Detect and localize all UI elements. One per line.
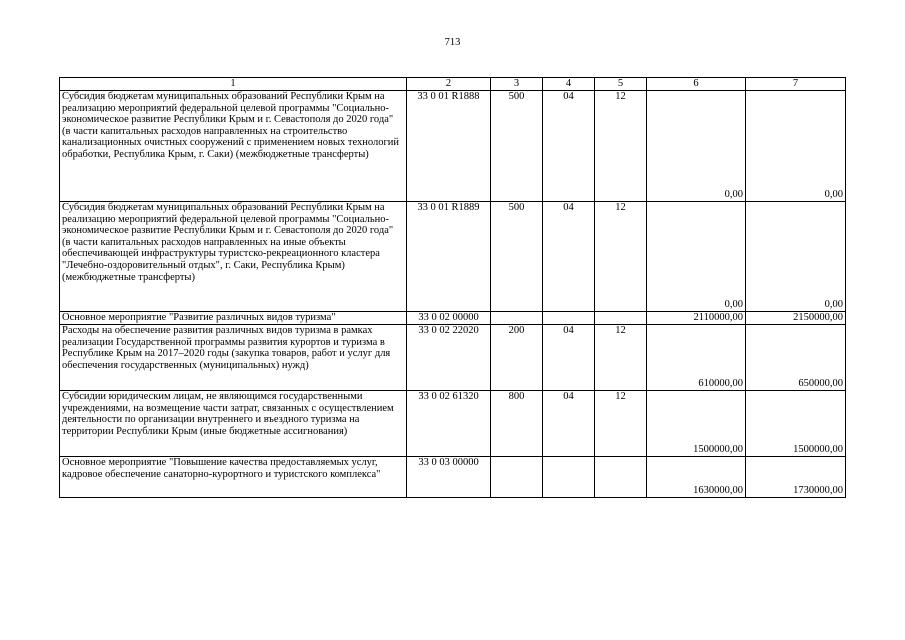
row-sum2: 1500000,00 <box>746 391 846 457</box>
row-vr: 200 <box>491 325 543 391</box>
header-cell-1: 1 <box>60 78 407 91</box>
table-row <box>60 457 846 498</box>
row-code: 33 0 02 22020 <box>407 325 491 391</box>
row-name: Субсидия бюджетам муниципальных образований Республики Крым на реализацию мероприятий федеральной целевой программы "Социально-экономическое развитие Республики Крым и г. Севастополя до 2020 года" (в части капитальных расходов направленных на строительство канализационных очистных сооружений с применением новых технологий обработки, Республика Крым, г. Саки) (межбюджетные трансферты) <box>60 91 407 202</box>
header-cell-7: 7 <box>746 78 846 91</box>
row-name: Субсидия бюджетам муниципальных образований Республики Крым на реализацию мероприятий федеральной целевой программы "Социально-экономическое развитие Республики Крым и г. Севастополя до 2020 года" (в части капитальных расходов направленных на иные объекты обеспечивающей инфраструктуры туристско-рекреационного кластера "Лечебно-оздоровительный отдых", г. Саки, Республика Крым) (межбюджетные трансферты) <box>60 202 407 312</box>
row-vr: 500 <box>491 91 543 202</box>
row-sum1: 0,00 <box>647 91 746 202</box>
row-rz: 04 <box>543 325 595 391</box>
row-code: 33 0 02 61320 <box>407 391 491 457</box>
row-sum2: 650000,00 <box>746 325 846 391</box>
row-rz: 04 <box>543 91 595 202</box>
row-pr: 12 <box>595 325 647 391</box>
row-name: Субсидии юридическим лицам, не являющимся государственными учреждениями, на возмещение части затрат, связанных с осуществлением деятельности по организации внутреннего и въездного туризма на территории Республики Крым (иные бюджетные ассигнования) <box>60 391 407 457</box>
table-row <box>60 91 846 202</box>
row-vr: 800 <box>491 391 543 457</box>
row-pr <box>595 457 647 498</box>
row-sum1: 610000,00 <box>647 325 746 391</box>
page-number: 713 <box>444 37 461 48</box>
row-sum1: 1500000,00 <box>647 391 746 457</box>
row-rz <box>543 312 595 325</box>
row-vr <box>491 312 543 325</box>
row-vr: 500 <box>491 202 543 312</box>
header-cell-4: 4 <box>543 78 595 91</box>
table-row <box>60 325 846 391</box>
row-code: 33 0 01 R1888 <box>407 91 491 202</box>
row-code: 33 0 01 R1889 <box>407 202 491 312</box>
table-row <box>60 312 846 325</box>
row-rz <box>543 457 595 498</box>
row-pr: 12 <box>595 91 647 202</box>
row-sum1: 1630000,00 <box>647 457 746 498</box>
header-cell-6: 6 <box>647 78 746 91</box>
row-sum2: 0,00 <box>746 202 846 312</box>
row-pr <box>595 312 647 325</box>
row-rz: 04 <box>543 202 595 312</box>
row-sum2: 1730000,00 <box>746 457 846 498</box>
row-name: Основное мероприятие "Повышение качества предоставляемых услуг, кадровое обеспечение санаторно-курортного и туристского комплекса" <box>60 457 407 498</box>
row-vr <box>491 457 543 498</box>
header-cell-3: 3 <box>491 78 543 91</box>
row-sum1: 2110000,00 <box>647 312 746 325</box>
row-pr: 12 <box>595 391 647 457</box>
header-cell-2: 2 <box>407 78 491 91</box>
row-name: Основное мероприятие "Развитие различных видов туризма" <box>60 312 407 325</box>
row-pr: 12 <box>595 202 647 312</box>
row-name: Расходы на обеспечение развития различных видов туризма в рамках реализации Государственной программы развития курортов и туризма в Республике Крым на 2017–2020 годы (закупка товаров, работ и услуг для обеспечения государственных (муниципальных) нужд) <box>60 325 407 391</box>
row-sum2: 2150000,00 <box>746 312 846 325</box>
table-row <box>60 391 846 457</box>
budget-table <box>59 77 846 498</box>
row-sum2: 0,00 <box>746 91 846 202</box>
row-rz: 04 <box>543 391 595 457</box>
header-cell-5: 5 <box>595 78 647 91</box>
row-sum1: 0,00 <box>647 202 746 312</box>
row-code: 33 0 03 00000 <box>407 457 491 498</box>
header-row <box>60 78 846 91</box>
row-code: 33 0 02 00000 <box>407 312 491 325</box>
table-row <box>60 202 846 312</box>
